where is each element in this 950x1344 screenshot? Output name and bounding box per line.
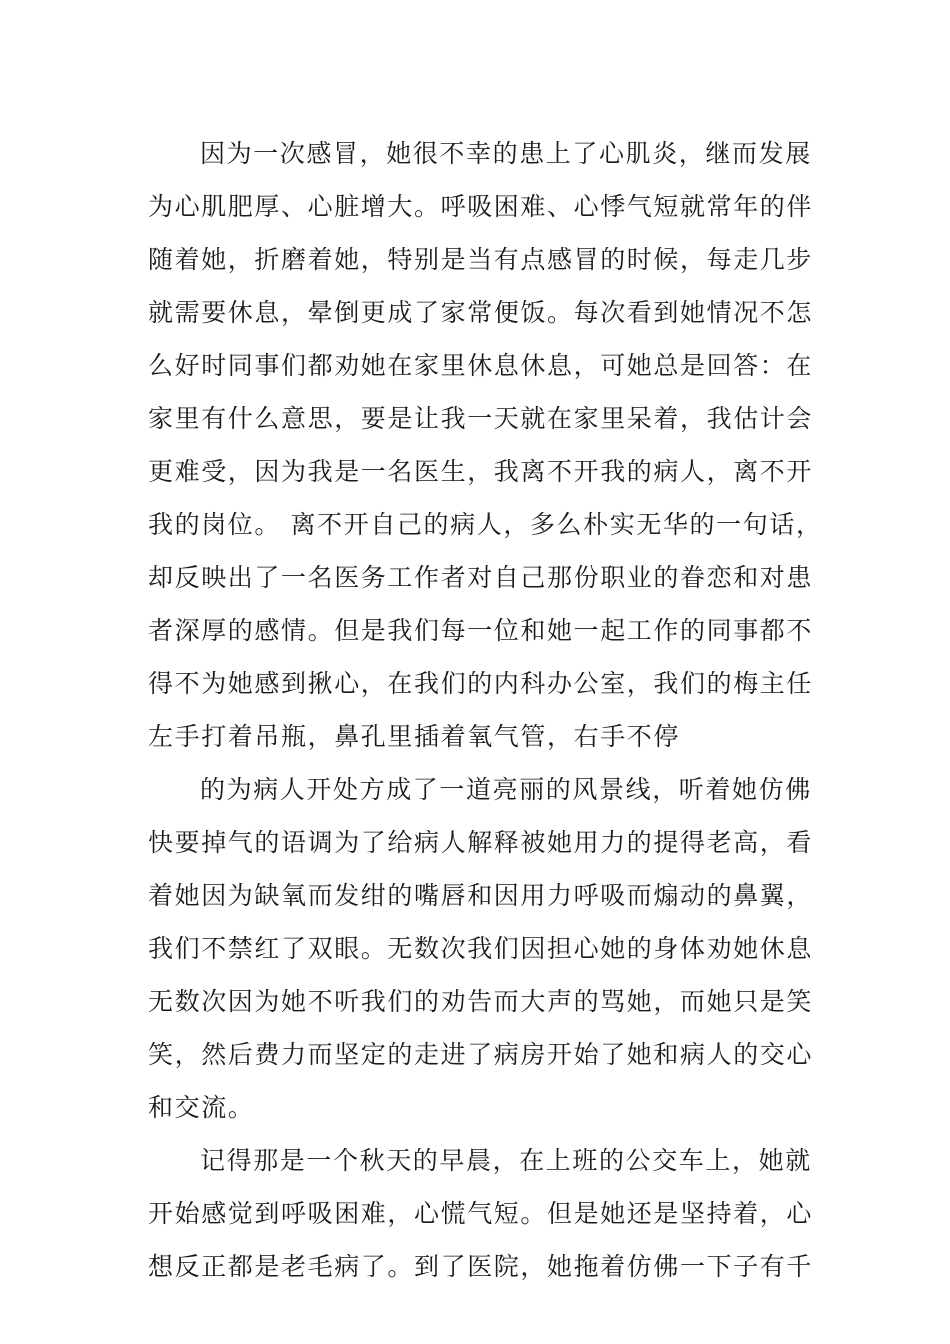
text-line: 么好时同事们都劝她在家里休息休息，可她总是回答：在 — [148, 351, 814, 380]
paragraph-1 — [148, 127, 823, 763]
document-body — [148, 127, 823, 1293]
text-line: 为心肌肥厚、心脏增大。呼吸困难、心悸气短就常年的伴 — [148, 192, 814, 221]
text-line: 无数次因为她不听我们的劝告而大声的骂她，而她只是笑 — [148, 987, 814, 1016]
text-line: 我的岗位。 离不开自己的病人，多么朴实无华的一句话， — [148, 510, 823, 539]
text-line: 家里有什么意思，要是让我一天就在家里呆着，我估计会 — [148, 404, 814, 433]
text-line: 快要掉气的语调为了给病人解释被她用力的提得老高，看 — [148, 828, 814, 857]
text-line: 得不为她感到揪心，在我们的内科办公室，我们的梅主任 — [148, 669, 814, 698]
text-line: 更难受，因为我是一名医生，我离不开我的病人，离不开 — [148, 457, 814, 486]
text-line: 着她因为缺氧而发绀的嘴唇和因用力呼吸而煽动的鼻翼， — [148, 881, 814, 910]
text-line: 者深厚的感情。但是我们每一位和她一起工作的同事都不 — [148, 616, 814, 645]
paragraph-2 — [148, 763, 814, 1134]
text-line: 我们不禁红了双眼。无数次我们因担心她的身体劝她休息 — [148, 934, 814, 963]
text-line: 就需要休息，晕倒更成了家常便饭。每次看到她情况不怎 — [148, 298, 814, 327]
text-line: 却反映出了一名医务工作者对自己那份职业的眷恋和对患 — [148, 563, 814, 592]
text-line: 左手打着吊瓶，鼻孔里插着氧气管，右手不停 — [148, 722, 681, 751]
text-line: 和交流。 — [148, 1093, 255, 1122]
text-line: 因为一次感冒，她很不幸的患上了心肌炎，继而发展 — [200, 139, 812, 168]
text-line: 记得那是一个秋天的早晨，在上班的公交车上，她就 — [200, 1146, 812, 1175]
text-line: 开始感觉到呼吸困难，心慌气短。但是她还是坚持着，心 — [148, 1199, 814, 1228]
text-line: 的为病人开处方成了一道亮丽的风景线，听着她仿佛 — [200, 775, 812, 804]
text-line: 想反正都是老毛病了。到了医院，她拖着仿佛一下子有千 — [148, 1252, 814, 1281]
text-line: 笑，然后费力而坚定的走进了病房开始了她和病人的交心 — [148, 1040, 814, 1069]
text-line: 随着她，折磨着她，特别是当有点感冒的时候，每走几步 — [148, 245, 814, 274]
paragraph-3 — [148, 1134, 814, 1293]
